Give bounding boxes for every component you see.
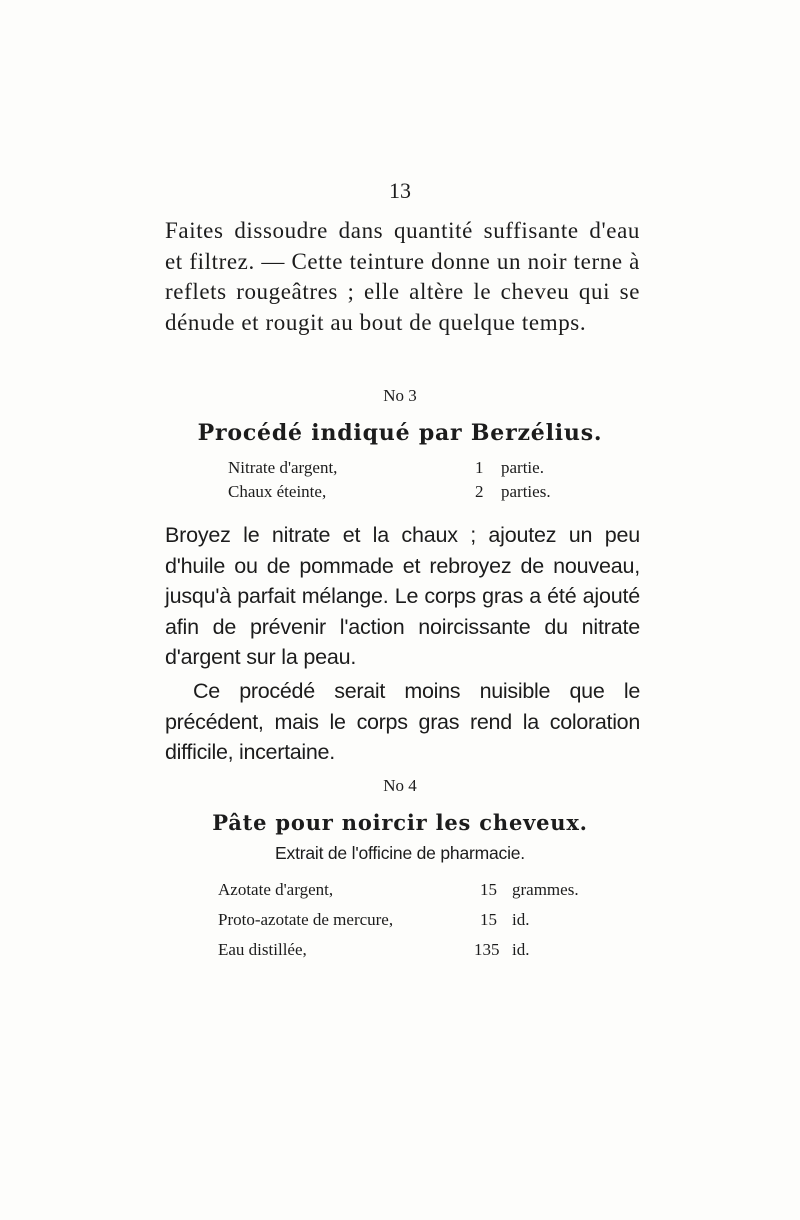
ingredient-unit: grammes. [512, 880, 579, 899]
page-number: 13 [389, 178, 411, 203]
section-3-title: Procédé indiqué par Berzélius. [197, 420, 603, 446]
ingredient-name: Eau distillée, [218, 940, 307, 959]
ingredient-unit: id. [512, 910, 530, 929]
ingredient-name: Proto-azotate de mercure, [218, 910, 394, 929]
section-3-number: No 3 [383, 386, 417, 405]
section-4-title: Pâte pour noircir les cheveux. [212, 810, 588, 835]
ingredient-qty: 135 [474, 940, 500, 959]
ingredient-row [218, 880, 598, 900]
paragraph-intro: Faites dissoudre dans quantité suffisante d'eau et filtrez. — Cette teinture donne un noir terne à reflets rougeâtres ; elle altère le cheveu qui se dénude et rougit au bout de quelque temps. [165, 218, 640, 335]
ingredient-row [218, 910, 598, 930]
ingredient-qty: 2 [475, 482, 484, 501]
ingredient-row [218, 940, 598, 960]
ingredient-name: Azotate d'argent, [218, 880, 334, 899]
ingredient-qty: 1 [475, 458, 484, 477]
section-4-subtitle: Extrait de l'officine de pharmacie. [275, 843, 525, 863]
paragraph-instructions: Broyez le nitrate et la chaux ; ajoutez un peu d'huile ou de pommade et rebroyez de nouveau, jusqu'à parfait mélange. Le corps gras a été ajouté afin de prévenir l'action noircissante du nitrate d'argent sur la peau. [165, 523, 640, 669]
ingredient-qty: 15 [480, 910, 497, 929]
ingredient-unit: partie. [501, 458, 544, 477]
ingredient-name: Chaux éteinte, [228, 482, 327, 501]
section-4-number: No 4 [383, 776, 417, 795]
ingredient-unit: id. [512, 940, 530, 959]
ingredient-row [228, 458, 588, 478]
paragraph-comment: Ce procédé serait moins nuisible que le précédent, mais le corps gras rend la coloration difficile, incertaine. [165, 679, 640, 764]
ingredient-unit: parties. [501, 482, 551, 501]
ingredient-row [228, 482, 588, 502]
ingredient-name: Nitrate d'argent, [228, 458, 338, 477]
ingredient-qty: 15 [480, 880, 497, 899]
